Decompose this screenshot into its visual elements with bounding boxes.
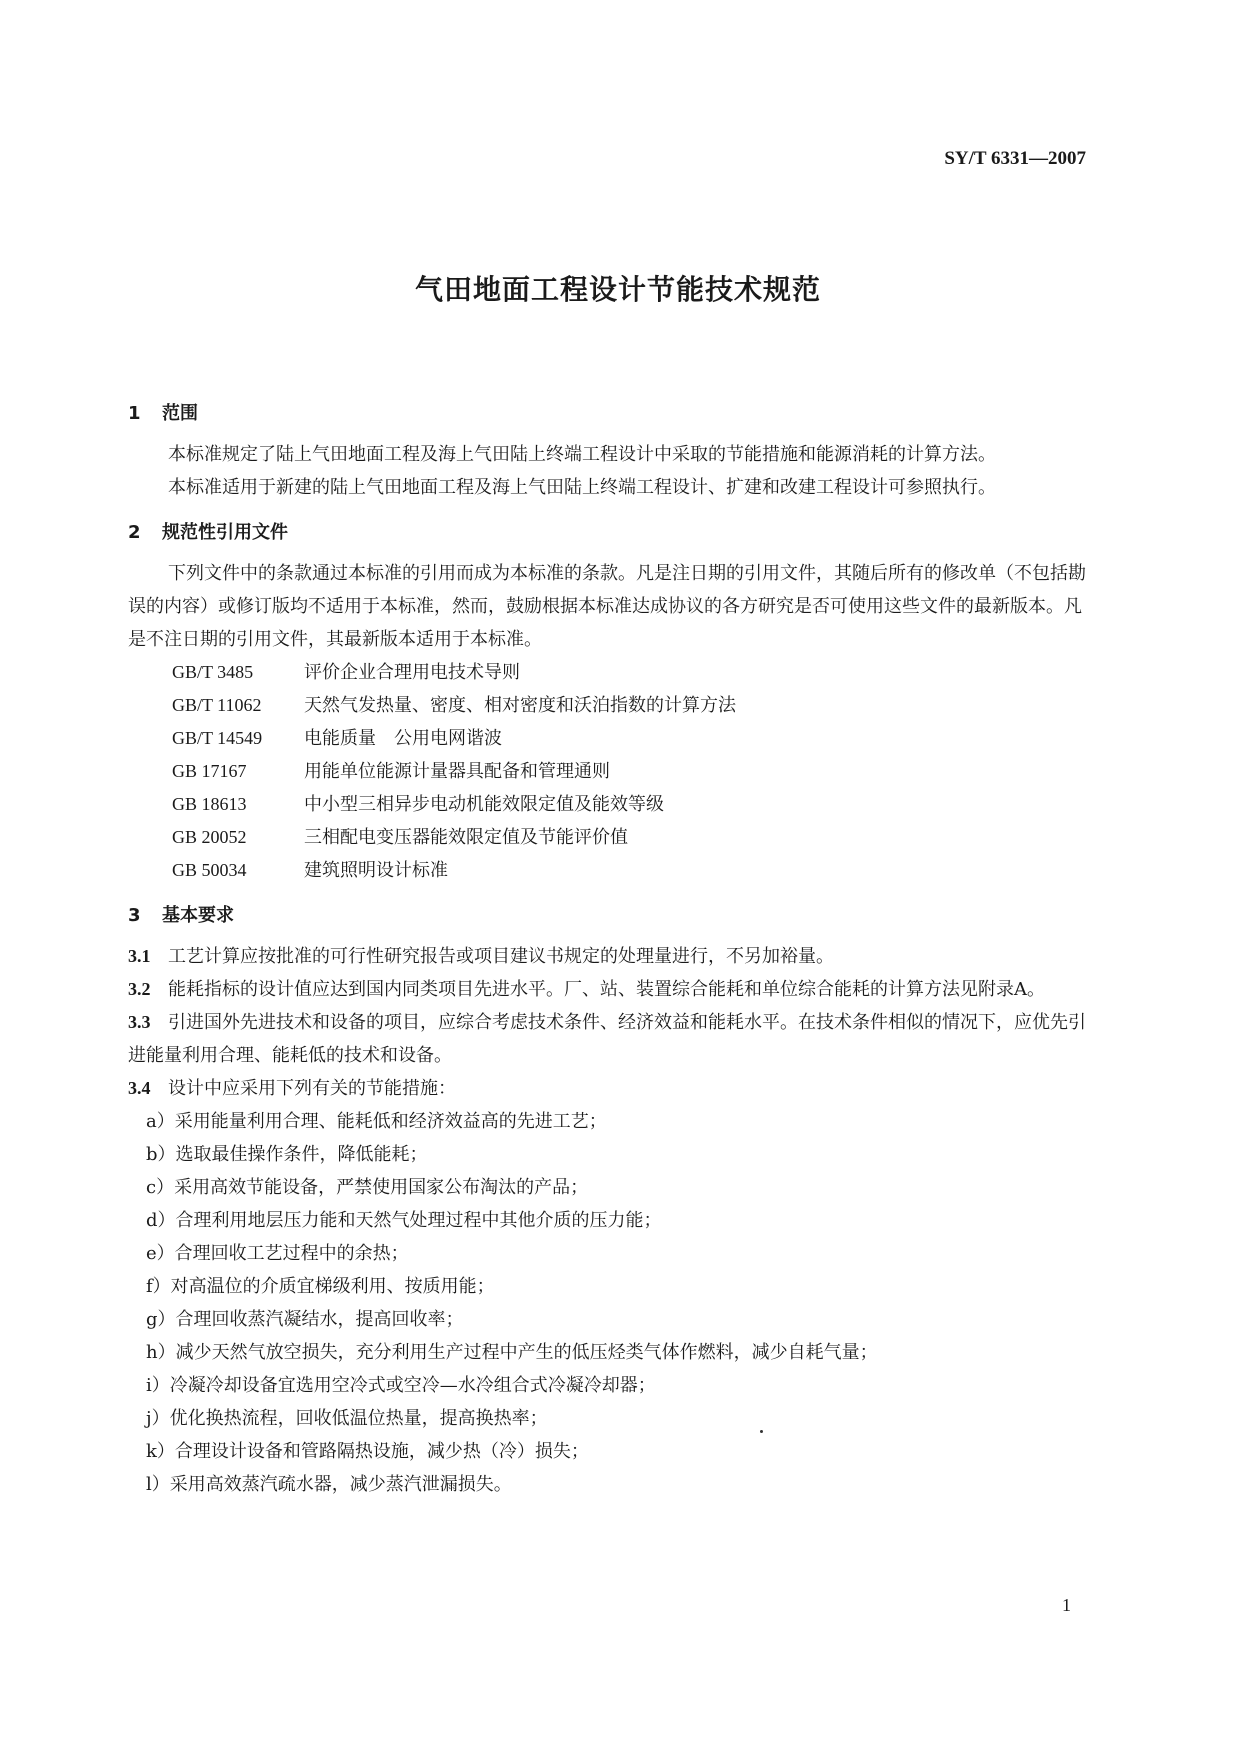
list-item: i）冷凝冷却设备宜选用空冷式或空冷—水冷组合式冷凝冷却器；: [146, 1375, 656, 1396]
clause-text: 能耗指标的设计值应达到国内同类项目先进水平。厂、站、装置综合能耗和单位综合能耗的计算方法见附录A。: [168, 979, 1045, 1000]
reference-item: [172, 656, 1088, 689]
section-heading: [128, 397, 1088, 430]
paragraph: 本标准规定了陆上气田地面工程及海上气田陆上终端工程设计中采取的节能措施和能源消耗的计算方法。: [168, 444, 996, 465]
paragraph: 本标准适用于新建的陆上气田地面工程及海上气田陆上终端工程设计、扩建和改建工程设计可参照执行。: [168, 477, 996, 498]
clause-number: 3.1: [128, 946, 151, 966]
section-number: 1: [128, 403, 141, 424]
reference-name: 用能单位能源计量器具配备和管理通则: [304, 761, 610, 782]
clause: [128, 1072, 1088, 1105]
measure-list: [142, 1105, 1088, 1501]
section-heading: [128, 516, 1088, 549]
paragraph: 下列文件中的条款通过本标准的引用而成为本标准的条款。凡是注日期的引用文件，其随后所有的修改单（不包括勘误的内容）或修订版均不适用于本标准，然而，鼓励根据本标准达成协议的各方研究是否可使用这些文件的最新版本。凡是不注日期的引用文件，其最新版本适用于本标准。: [128, 563, 1086, 650]
list-item: h）减少天然气放空损失，充分利用生产过程中产生的低压烃类气体作燃料，减少自耗气量；: [146, 1342, 878, 1363]
clause-text: 设计中应采用下列有关的节能措施：: [168, 1078, 456, 1099]
reference-code: GB/T 3485: [172, 662, 254, 682]
section-number: 2: [128, 522, 141, 543]
clause: [128, 940, 1088, 973]
reference-name: 建筑照明设计标准: [304, 860, 448, 881]
document-title: 气田地面工程设计节能技术规范: [414, 273, 821, 306]
reference-item: [172, 755, 1088, 788]
list-item: c）采用高效节能设备，严禁使用国家公布淘汰的产品；: [146, 1177, 589, 1198]
page-number: 1: [1062, 1595, 1071, 1615]
reference-code: GB/T 11062: [172, 695, 262, 715]
reference-name: 中小型三相异步电动机能效限定值及能效等级: [304, 794, 664, 815]
scan-speck: [760, 1430, 763, 1433]
clause-number: 3.3: [128, 1012, 151, 1032]
section-number: 3: [128, 905, 141, 926]
section-heading: [128, 899, 1088, 932]
section-title: 范围: [162, 403, 198, 424]
clause: [128, 1006, 1088, 1072]
list-item: e）合理回收工艺过程中的余热；: [146, 1243, 409, 1264]
reference-code: GB 17167: [172, 761, 247, 781]
reference-item: [172, 821, 1088, 854]
standard-code: SY/T 6331—2007: [944, 148, 1086, 169]
reference-name: 电能质量 公用电网谐波: [304, 728, 502, 749]
reference-name: 评价企业合理用电技术导则: [304, 662, 520, 683]
section-title: 规范性引用文件: [162, 522, 288, 543]
reference-code: GB 18613: [172, 794, 247, 814]
reference-code: GB/T 14549: [172, 728, 263, 748]
reference-code: GB 50034: [172, 860, 247, 880]
reference-name: 天然气发热量、密度、相对密度和沃泊指数的计算方法: [304, 695, 736, 716]
list-item: d）合理利用地层压力能和天然气处理过程中其他介质的压力能；: [146, 1210, 662, 1231]
reference-item: [172, 854, 1088, 887]
list-item: k）合理设计设备和管路隔热设施，减少热（冷）损失；: [146, 1441, 589, 1462]
section-title: 基本要求: [162, 905, 234, 926]
list-item: g）合理回收蒸汽凝结水，提高回收率；: [146, 1309, 464, 1330]
list-item: l）采用高效蒸汽疏水器，减少蒸汽泄漏损失。: [146, 1474, 512, 1495]
list-item: j）优化换热流程，回收低温位热量，提高换热率；: [146, 1408, 548, 1429]
list-item: b）选取最佳操作条件，降低能耗；: [146, 1144, 428, 1165]
list-item: f）对高温位的介质宜梯级利用、按质用能；: [146, 1276, 495, 1297]
clause-number: 3.2: [128, 979, 151, 999]
clause-text: 引进国外先进技术和设备的项目，应综合考虑技术条件、经济效益和能耗水平。在技术条件相似的情况下，应优先引进能量利用合理、能耗低的技术和设备。: [128, 1012, 1086, 1066]
reference-name: 三相配电变压器能效限定值及节能评价值: [304, 827, 628, 848]
reference-item: [172, 689, 1088, 722]
document-body: [128, 385, 1088, 1501]
clause: [128, 973, 1088, 1006]
clause-text: 工艺计算应按批准的可行性研究报告或项目建议书规定的处理量进行，不另加裕量。: [168, 946, 834, 967]
reference-code: GB 20052: [172, 827, 247, 847]
list-item: a）采用能量利用合理、能耗低和经济效益高的先进工艺；: [146, 1111, 607, 1132]
reference-item: [172, 722, 1088, 755]
clause-number: 3.4: [128, 1078, 151, 1098]
reference-item: [172, 788, 1088, 821]
